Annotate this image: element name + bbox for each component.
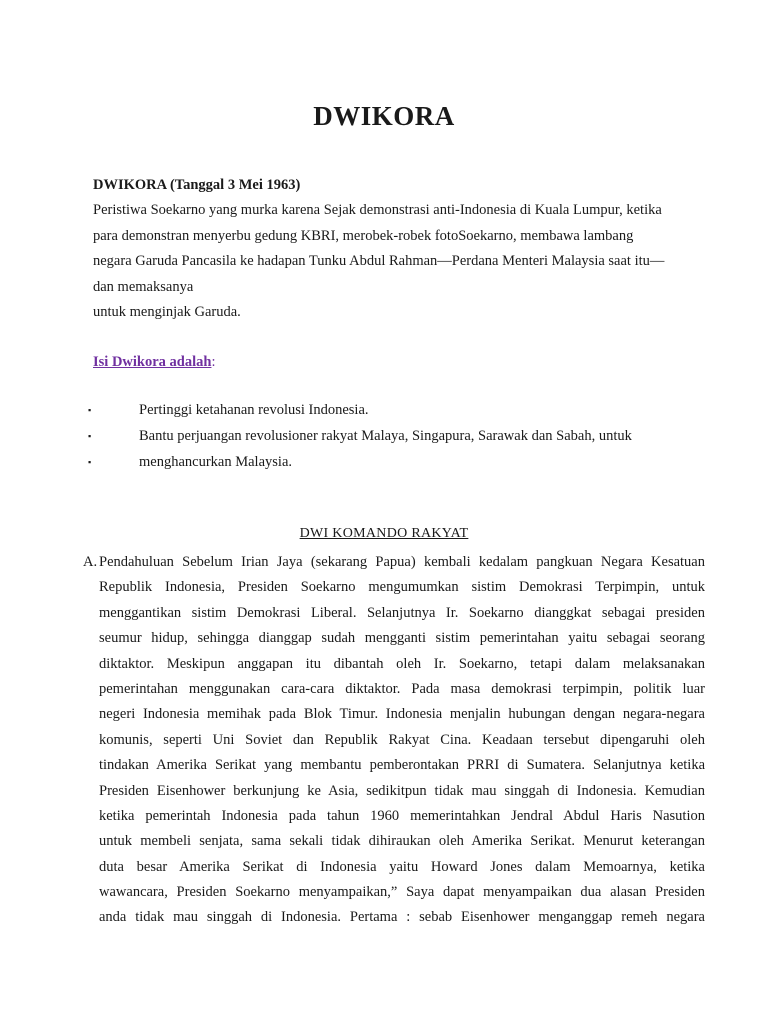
paragraph-line (83, 550, 705, 575)
paragraph-line-text: seumur hidup, sehingga dianggap sudah mengganti sistim pemerintahan yaitu sebagai seorang (99, 630, 705, 647)
list-item (0, 397, 768, 423)
paragraph-line-text: negeri Indonesia memihak pada Blok Timur. Indonesia menjalin hubungan dengan negara-negara (99, 706, 705, 723)
paragraph-line-text: duta besar Amerika Serikat di Indonesia yaitu Howard Jones dalam Memoarnya, ketika (99, 858, 705, 875)
bullet-text: Pertinggi ketahanan revolusi Indonesia. (139, 402, 369, 418)
paragraph-line (83, 779, 705, 804)
paragraph-line (83, 728, 705, 753)
paragraph-line (83, 575, 705, 600)
intro-line: para demonstran menyerbu gedung KBRI, merobek-robek fotoSoekarno, membawa lambang (93, 227, 634, 244)
paragraph-line (83, 753, 705, 778)
paragraph-line-text: Pendahuluan Sebelum Irian Jaya (sekarang Papua) kembali kedalam pangkuan Negara Kesatuan (99, 554, 705, 570)
dwikora-bullet-list (0, 397, 768, 475)
square-bullet-icon: ▪ (88, 405, 92, 415)
paragraph-line (83, 677, 705, 702)
bullet-text: menghancurkan Malaysia. (139, 454, 293, 470)
list-item (0, 449, 768, 475)
paragraph-line (83, 905, 705, 930)
intro-line: dan memaksanya (93, 278, 194, 295)
paragraph-line (83, 829, 705, 854)
paragraph-line (83, 601, 705, 626)
paragraph-line (83, 702, 705, 727)
paragraph-line-text: wawancara, Presiden Soekarno menyampaikan,” Saya dapat menyampaikan dua alasan Presiden (99, 884, 705, 901)
intro-line: negara Garuda Pancasila ke hadapan Tunku Abdul Rahman—Perdana Menteri Malaysia saat itu— (93, 253, 665, 269)
paragraph-line (83, 652, 705, 677)
list-item (0, 423, 768, 449)
square-bullet-icon: ▪ (88, 457, 92, 467)
paragraph-line-text: tindakan Amerika Serikat yang membantu pemberontakan PRRI di Sumatera. Selanjutnya ketika (99, 757, 705, 774)
dwi-komando-rakyat-heading: DWI KOMANDO RAKYAT (299, 526, 469, 541)
document-title: DWIKORA (313, 101, 455, 131)
intro-subheading: DWIKORA (Tanggal 3 Mei 1963) (93, 177, 301, 193)
paragraph-line-text: untuk membeli senjata, sama sekali tidak dihiraukan oleh Amerika Serikat. Menurut keterangan (99, 833, 705, 850)
paragraph-line-text: anda tidak mau singgah di Indonesia. Pertama : sebab Eisenhower menganggap remeh negara (99, 909, 705, 926)
section-a (83, 550, 705, 931)
paragraph-line (83, 626, 705, 651)
paragraph-line (83, 855, 705, 880)
paragraph-line-text: diktaktor. Meskipun anggapan itu dibantah oleh Ir. Soekarno, tetapi dalam melaksanakan (99, 655, 705, 672)
paragraph-line-text: Republik Indonesia, Presiden Soekarno mengumumkan sistim Demokrasi Terpimpin, untuk (99, 579, 705, 596)
isi-dwikora-colon: : (211, 354, 216, 370)
paragraph-line-text: Presiden Eisenhower berkunjung ke Asia, sedikitpun tidak mau singgah di Indonesia. Kemudian (99, 782, 705, 799)
paragraph-line (83, 804, 705, 829)
isi-dwikora-heading (93, 350, 215, 374)
intro-line: Peristiwa Soekarno yang murka karena Sejak demonstrasi anti-Indonesia di Kuala Lumpur, ketika (93, 202, 662, 218)
intro-line: untuk menginjak Garuda. (93, 304, 241, 320)
intro-section (93, 172, 713, 326)
paragraph-line-text: pemerintahan menggunakan cara-cara diktaktor. Pada masa demokrasi terpimpin, politik luar (99, 680, 705, 697)
bullet-text: Bantu perjuangan revolusioner rakyat Malaya, Singapura, Sarawak dan Sabah, untuk (139, 428, 632, 444)
paragraph-line-text: komunis, seperti Uni Soviet dan Republik Rakyat Cina. Keadaan tersebut dipengaruhi oleh (99, 731, 705, 748)
isi-dwikora-link[interactable]: Isi Dwikora adalah (93, 354, 212, 370)
section-a-label: A. (83, 554, 98, 570)
paragraph-line-text: menggantikan sistim Demokrasi Liberal. Selanjutnya Ir. Soekarno dianggkat sebagai presiden (99, 604, 705, 621)
paragraph-line-text: ketika pemerintah Indonesia pada tahun 1960 memerintahkan Jendral Abdul Haris Nasution (99, 807, 705, 824)
square-bullet-icon: ▪ (88, 431, 92, 441)
paragraph-line (83, 880, 705, 905)
